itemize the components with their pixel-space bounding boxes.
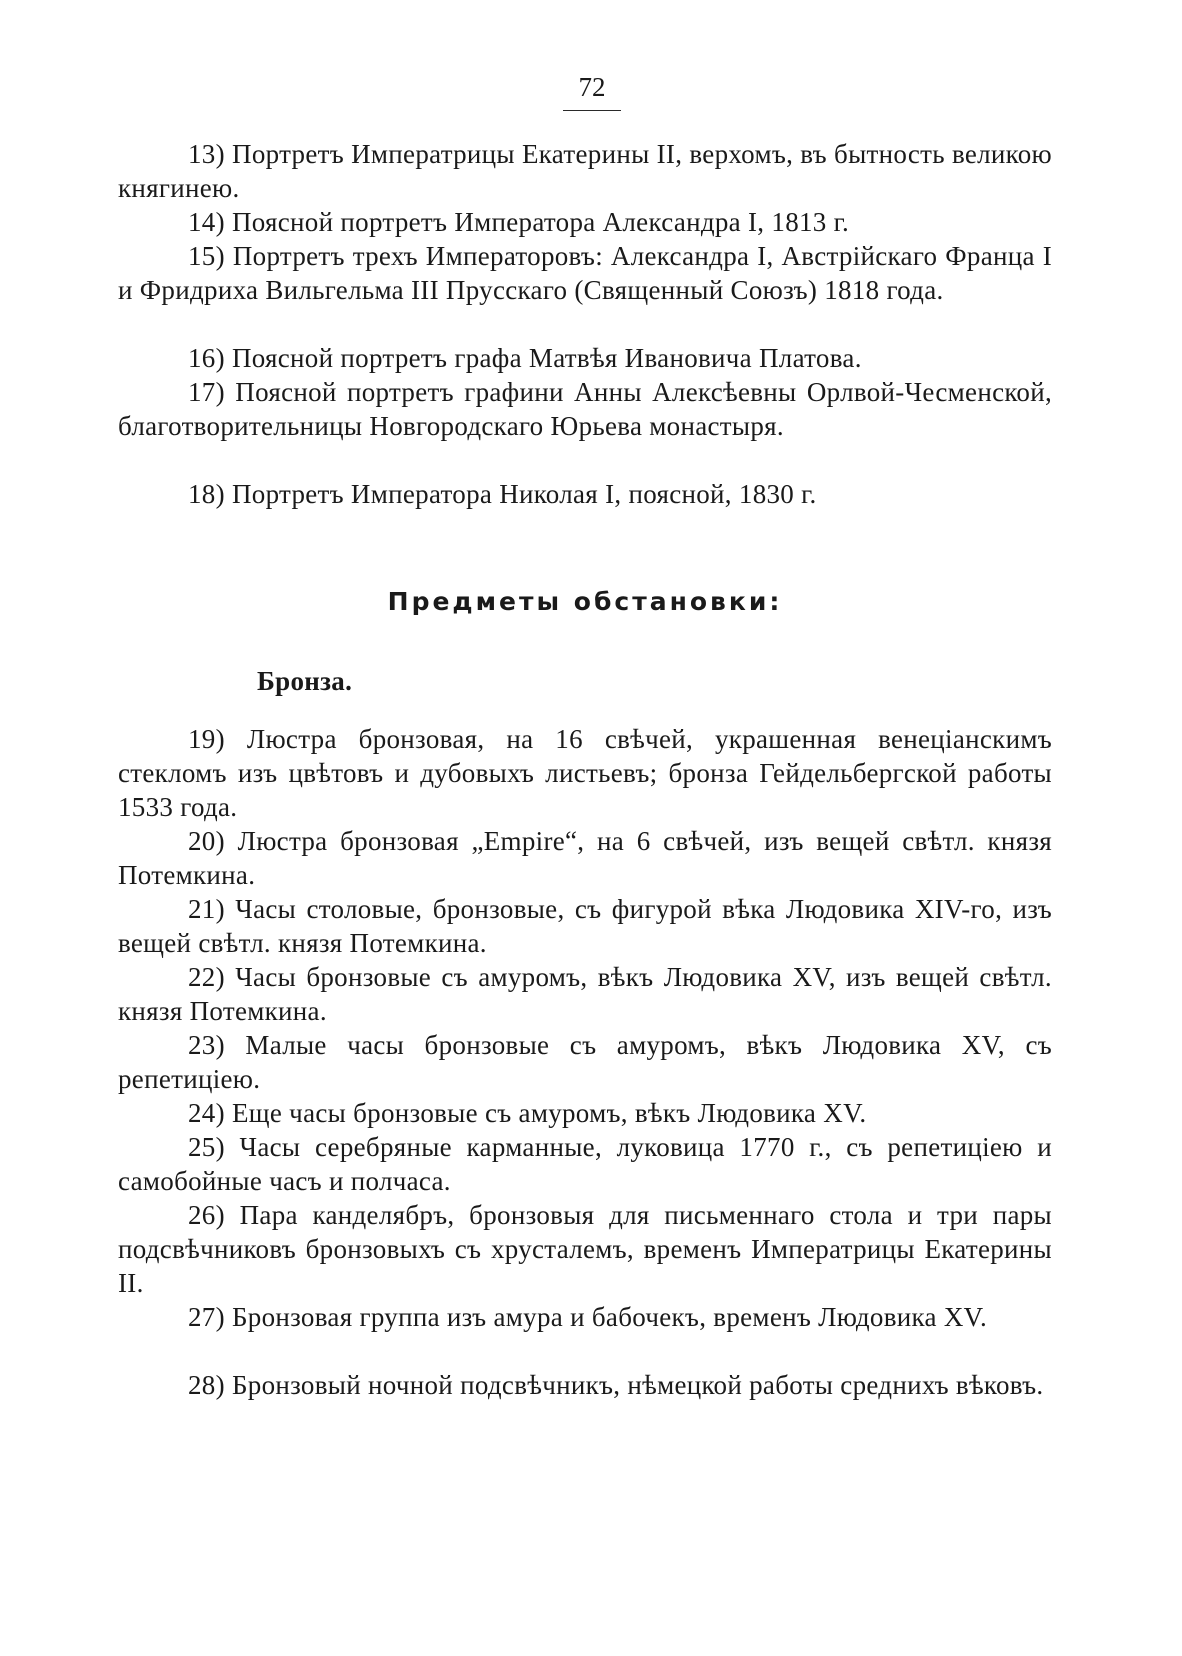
list-item-14 bbox=[118, 205, 1052, 239]
item-text: Люстра бронзовая, на 16 свѣчей, украшенная венеціанскимъ стекломъ изъ цвѣтовъ и дубовыхъ листьевъ; бронза Гейдельбергской работы 1533 года. bbox=[118, 724, 1052, 822]
page-number: 72 bbox=[578, 72, 606, 102]
item-number: 20) bbox=[188, 826, 225, 856]
item-number: 13) bbox=[188, 139, 225, 169]
page-number-rule bbox=[563, 110, 621, 111]
list-item-17 bbox=[118, 375, 1052, 443]
item-text: Бронзовая группа изъ амура и бабочекъ, временъ Людовика XV. bbox=[231, 1302, 988, 1332]
item-text: Часы серебряные карманные, луковица 1770 г., съ репетиціею и самобойные часъ и полчаса. bbox=[118, 1132, 1052, 1196]
item-number: 23) bbox=[188, 1030, 225, 1060]
list-item-26 bbox=[118, 1198, 1052, 1300]
item-text: Часы столовые, бронзовые, съ фигурой вѣка Людовика XIV-го, изъ вещей свѣтл. князя Потемкина. bbox=[118, 894, 1052, 958]
item-number: 21) bbox=[188, 894, 225, 924]
list-item-23 bbox=[118, 1028, 1052, 1096]
item-text: Еще часы бронзовые съ амуромъ, вѣкъ Людовика XV. bbox=[231, 1098, 867, 1128]
item-number: 16) bbox=[188, 343, 225, 373]
list-item-27 bbox=[118, 1300, 1052, 1334]
list-item-20 bbox=[118, 824, 1052, 892]
item-text: Люстра бронзовая „Empire“, на 6 свѣчей, изъ вещей свѣтл. князя Потемкина. bbox=[118, 826, 1052, 890]
item-text: Поясной портретъ Императора Александра I, 1813 г. bbox=[231, 207, 850, 237]
list-item-24 bbox=[118, 1096, 1052, 1130]
item-text: Поясной портретъ графини Анны Алексѣевны Орлвой-Чесменской, благотворительницы Новгородскаго Юрьева монастыря. bbox=[118, 377, 1053, 441]
list-item-19 bbox=[118, 722, 1052, 824]
list-item-21 bbox=[118, 892, 1052, 960]
item-number: 25) bbox=[188, 1132, 225, 1162]
list-item-25 bbox=[118, 1130, 1052, 1198]
list-item-22 bbox=[118, 960, 1052, 1028]
item-number: 24) bbox=[188, 1098, 225, 1128]
item-number: 18) bbox=[188, 479, 225, 509]
item-text: Портретъ трехъ Императоровъ: Александра I, Австрійскаго Франца I и Фридриха Вильгельма III Прусскаго (Священный Союзъ) 1818 года. bbox=[118, 241, 1052, 305]
list-item-13 bbox=[118, 137, 1052, 205]
item-number: 27) bbox=[188, 1302, 225, 1332]
item-text: Бронзовый ночной подсвѣчникъ, нѣмецкой работы среднихъ вѣковъ. bbox=[231, 1370, 1044, 1400]
item-number: 14) bbox=[188, 207, 225, 237]
list-item-15 bbox=[118, 239, 1052, 307]
item-text: Малые часы бронзовые съ амуромъ, вѣкъ Людовика XV, съ репетиціею. bbox=[118, 1030, 1052, 1094]
list-item-28 bbox=[118, 1368, 1052, 1402]
list-item-18 bbox=[118, 477, 1052, 511]
list-item-16 bbox=[118, 341, 1052, 375]
item-text: Портретъ Императора Николая I, поясной, 1830 г. bbox=[231, 479, 817, 509]
item-number: 26) bbox=[188, 1200, 225, 1230]
item-text: Часы бронзовые съ амуромъ, вѣкъ Людовика XV, изъ вещей свѣтл. князя Потемкина. bbox=[118, 962, 1052, 1026]
subsection-heading: Бронза. bbox=[257, 666, 353, 696]
item-number: 22) bbox=[188, 962, 225, 992]
item-text: Пара канделябръ, бронзовыя для письменнаго стола и три пары подсвѣчниковъ бронзовыхъ съ хрусталемъ, временъ Императрицы Екатерины II. bbox=[118, 1200, 1052, 1298]
item-number: 19) bbox=[188, 724, 225, 754]
item-number: 28) bbox=[188, 1370, 225, 1400]
item-text: Портретъ Императрицы Екатерины II, верхомъ, въ бытность великою княгинею. bbox=[118, 139, 1052, 203]
section-heading: Предметы обстановки: bbox=[387, 587, 783, 616]
item-number: 17) bbox=[188, 377, 225, 407]
item-text: Поясной портретъ графа Матвѣя Ивановича Платова. bbox=[231, 343, 862, 373]
item-number: 15) bbox=[188, 241, 225, 271]
